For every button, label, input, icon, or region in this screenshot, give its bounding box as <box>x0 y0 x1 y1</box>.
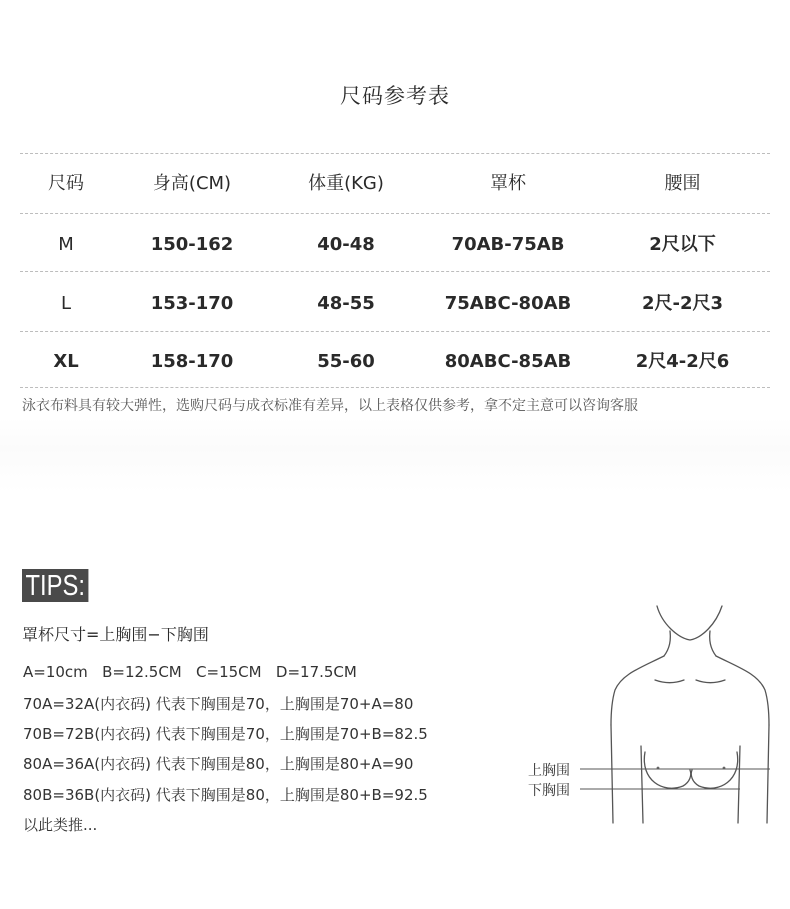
header-size: 尺码 <box>48 173 84 194</box>
cup-values-line: A=10cm B=12.5CM C=15CM D=17.5CM <box>23 663 357 681</box>
tips-line: 70B=72B(内衣码) 代表下胸围是70，上胸围是70+B=82.5 <box>23 725 428 743</box>
table-row <box>20 225 770 265</box>
right-breast <box>691 752 737 788</box>
cell-cup: 75ABC-80AB <box>444 293 572 314</box>
cell-cup: 70AB-75AB <box>451 234 565 255</box>
cell-height: 158-170 <box>150 351 234 372</box>
left-collarbone <box>655 680 684 683</box>
cell-cup: 80ABC-85AB <box>444 351 572 372</box>
left-shoulder <box>611 656 664 725</box>
header-weight: 体重(KG) <box>308 173 384 194</box>
cup-formula: 罩杯尺寸=上胸围−下胸围 <box>22 625 209 644</box>
left-arm <box>611 725 613 823</box>
table-divider <box>20 271 770 272</box>
table-divider <box>20 213 770 214</box>
header-height: 身高(CM) <box>152 173 232 194</box>
neck-right <box>710 631 716 656</box>
size-note: 泳衣布料具有较大弹性，选购尺码与成衣标准有差异，以上表格仅供参考，拿不定主意可以咨询客服 <box>22 398 638 414</box>
right-arm-inner <box>738 746 740 823</box>
neck-left <box>664 631 670 656</box>
header-cup: 罩杯 <box>490 173 526 194</box>
tips-badge: TIPS: <box>22 569 88 602</box>
cell-size: L <box>60 293 72 314</box>
tips-line: 以此类推... <box>23 816 98 834</box>
header-waist: 腰围 <box>664 173 701 194</box>
cell-waist: 2尺4-2尺6 <box>635 351 730 372</box>
cell-size: XL <box>53 351 79 372</box>
tips-line: 80B=36B(内衣码) 代表下胸围是80，上胸围是80+B=92.5 <box>23 786 428 804</box>
right-nipple <box>723 767 726 770</box>
table-divider <box>20 387 770 388</box>
cell-size: M <box>58 234 74 255</box>
cell-waist: 2尺-2尺3 <box>641 293 724 314</box>
right-shoulder <box>716 656 769 725</box>
under-bust-label: 下胸围 <box>528 783 570 799</box>
tips-line: 80A=36A(内衣码) 代表下胸围是80，上胸围是80+A=90 <box>23 755 414 773</box>
cell-height: 150-162 <box>150 234 234 255</box>
left-arm-inner <box>641 746 643 823</box>
right-collarbone <box>696 680 725 683</box>
left-nipple <box>657 767 660 770</box>
cell-weight: 55-60 <box>317 351 375 372</box>
table-divider <box>20 331 770 332</box>
fade-band <box>0 418 790 493</box>
table-row <box>20 284 770 324</box>
cell-height: 153-170 <box>150 293 234 314</box>
right-arm <box>767 725 769 823</box>
tips-line: 70A=32A(内衣码) 代表下胸围是70，上胸围是70+A=80 <box>23 695 414 713</box>
cell-weight: 48-55 <box>317 293 375 314</box>
left-breast <box>644 752 690 788</box>
table-header-row <box>20 164 770 204</box>
table-row <box>20 342 770 382</box>
cell-weight: 40-48 <box>317 234 375 255</box>
cell-waist: 2尺以下 <box>649 234 716 255</box>
jaw-outline <box>657 606 722 640</box>
page-title: 尺码参考表 <box>340 84 450 108</box>
upper-chest-label: 上胸围 <box>528 763 570 779</box>
table-divider <box>20 153 770 154</box>
